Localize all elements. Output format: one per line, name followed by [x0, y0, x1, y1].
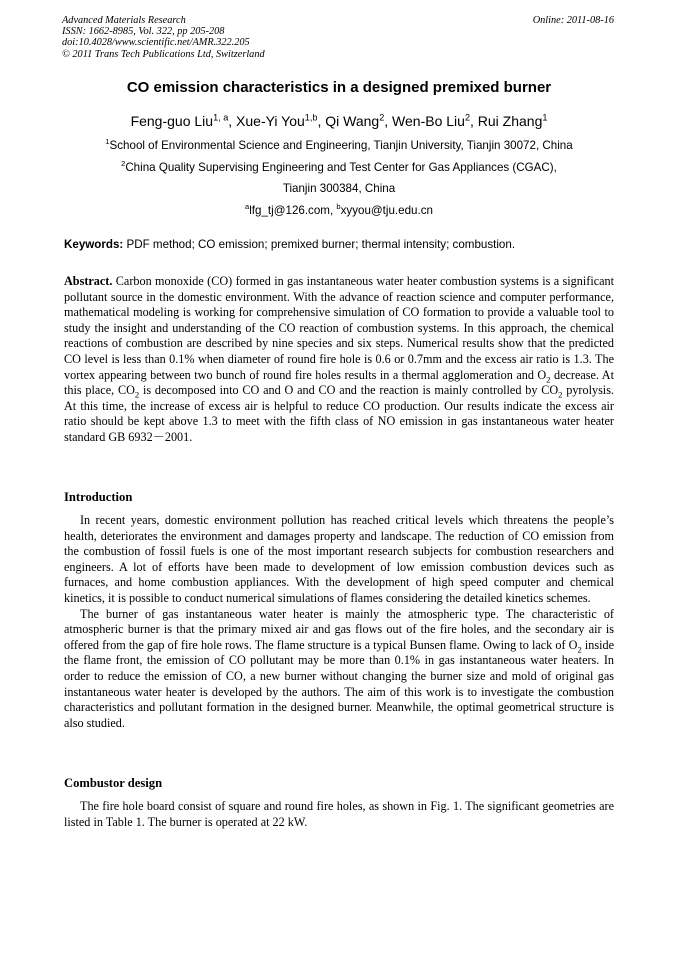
- author-name: Wen-Bo Liu: [392, 113, 465, 129]
- author-list: Feng-guo Liu$^{1, a}$, Xue-Yi You$^{1,b}$, Qi Wang$^2$, Wen-Bo Liu$^2$, Rui Zhang$^1$: [130, 112, 548, 129]
- subscript: 2: [134, 389, 140, 400]
- author-name: Feng-guo Liu: [130, 113, 214, 129]
- journal-name: Advanced Materials Research: [62, 15, 186, 26]
- issn-line: ISSN: 1662-8985, Vol. 322, pp 205-208: [62, 26, 225, 38]
- affiliation-1: [0, 139, 678, 152]
- author-sup: 1, a: [213, 112, 229, 123]
- para-text: inside the flame front, the emission of CO pollutant may be more than 0.1% in gas instantaneous water heaters. In order to reduce the emission of CO, a new burner without changing the burner size and mold of original gas instantaneous water heater is developed by the authors. The aim of this work is to investigate the combustion characteristics and pollutant formation in the designed burner. Meanwhile, the optimal geometrical structure is also studied.: [64, 637, 614, 730]
- online-date: Online: 2011-08-16: [532, 15, 614, 26]
- intro-paragraph-1: In recent years, domestic environment pollution has reached critical levels which threatens the people’s health, deteriorates the environment and damages property and landscape. The reduction of CO emission from the combustion of fossil fuels is one of the most important research subjects for combustion researchers and engineers. A lot of efforts have been made to development of low emission combustion devices such as furnaces, and home combustion appliances. With the development of high speed computer and chemical kinetics, it is possible to conduct numerical simulations of flames considering the detailed kinetics schemes.: [64, 513, 614, 605]
- abstract-label: Abstract.: [64, 274, 113, 288]
- aff-sup: 2: [121, 159, 126, 169]
- aff-text: School of Environmental Science and Engineering, Tianjin University, Tianjin 30072, China: [109, 139, 573, 152]
- email-a[interactable]: lfg_tj@126.com,: [249, 204, 337, 217]
- intro-paragraph-2: [64, 607, 614, 732]
- keywords: [64, 238, 515, 251]
- introduction-body: [64, 513, 614, 731]
- author-name: Rui Zhang: [477, 113, 543, 129]
- abstract: [64, 274, 614, 446]
- keywords-label: Keywords:: [64, 238, 124, 251]
- aff-sup: 1: [105, 137, 110, 147]
- abstract-text: Carbon monoxide (CO) formed in gas instantaneous water heater combustion systems is a significant pollutant source in the domestic environment. With the advance of reaction science and computer performance, mathematical modeling is working for comprehensive simulation of CO formation to provide a valuable tool to study the insight and understanding of the CO reaction of combustion systems. In this approach, the chemical reactions of combustion are described by nine species and six steps. Numerical results show that the predicted CO level is less than 0.1% when diameter of round fire hole is 0.6 or 0.7mm and the excess air ratio is 1.3. The vortex appearing between two bunch of round fire holes results in a thermal agglomeration and O: [64, 274, 614, 382]
- author-sup: 1,b: [304, 112, 318, 123]
- author-sup: 2: [464, 112, 470, 123]
- author-sup: 2: [379, 112, 385, 123]
- keywords-text: PDF method; CO emission; premixed burner; thermal intensity; combustion.: [123, 238, 516, 251]
- author-name: Xue-Yi You: [236, 113, 305, 129]
- abstract-text: pyrolysis. At this time, the increase of excess air is helpful to reduce CO production. Our results indicate the excess air ratio should be kept above 1.3 to meet with the fifth class of NO emission in gas instantaneous water heater standard GB 6932－2001.: [64, 383, 614, 444]
- copyright-line: © 2011 Trans Tech Publications Ltd, Switzerland: [62, 48, 265, 60]
- combustor-paragraph-1: The fire hole board consist of square and round fire holes, as shown in Fig. 1. The significant geometries are listed in Table 1. The burner is operated at 22 kW.: [64, 799, 614, 829]
- doi-line: doi:10.4028/www.scientific.net/AMR.322.205: [62, 37, 250, 49]
- section-heading-introduction: Introduction: [64, 490, 133, 504]
- subscript: 2: [577, 644, 582, 655]
- affiliation-2: [0, 161, 678, 174]
- aff-text: China Quality Supervising Engineering and Test Center for Gas Appliances (CGAC),: [125, 161, 557, 174]
- para-text: The burner of gas instantaneous water heater is mainly the atmospheric type. The characteristic of atmospheric burner is that the primary mixed air and gas flows out of the fire holes, and the secondary air is offered from the gap of fire hole rows. The flame structure is a typical Bunsen flame. Owing to lack of O: [64, 606, 614, 652]
- abstract-text: is decomposed into CO and O and CO and the reaction is mainly controlled by CO: [139, 383, 559, 398]
- subscript: 2: [546, 374, 551, 384]
- combustor-design-body: [64, 799, 614, 830]
- section-heading-combustor-design: Combustor design: [64, 776, 163, 790]
- email-sup: a: [245, 202, 250, 212]
- author-name: Qi Wang: [325, 113, 380, 129]
- subscript: 2: [558, 389, 563, 400]
- abstract-text: decrease. At this place, CO: [64, 367, 614, 398]
- journal-header: [62, 15, 265, 60]
- paper-title: CO emission characteristics in a designed premixed burner: [126, 79, 552, 96]
- affiliation-2-city: Tianjin 300384, China: [282, 182, 396, 195]
- email-b[interactable]: xyyou@tju.edu.cn: [340, 204, 433, 217]
- email-line: [0, 204, 678, 217]
- author-sup: 1: [542, 112, 548, 123]
- email-sup: b: [336, 202, 341, 212]
